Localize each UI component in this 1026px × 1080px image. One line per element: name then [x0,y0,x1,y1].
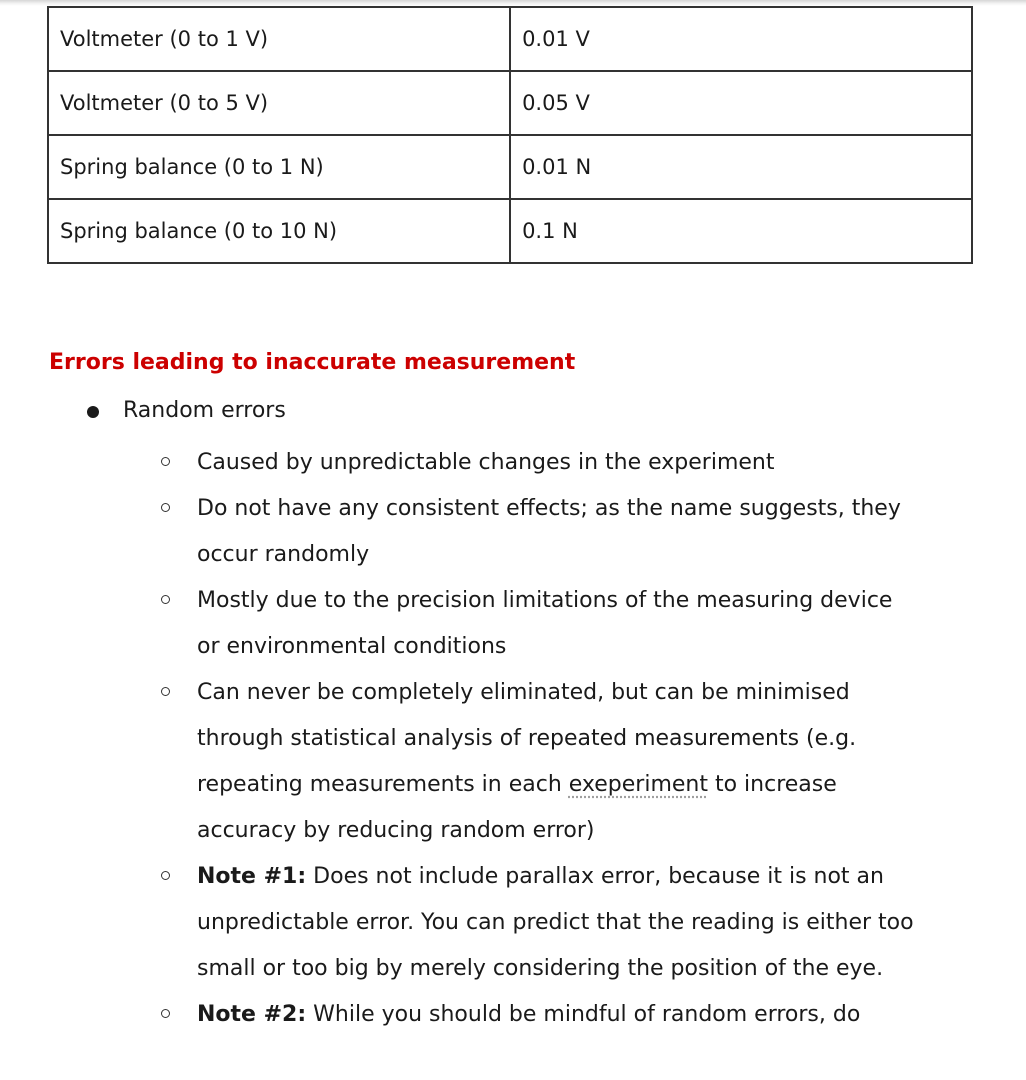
list-item-text-part: to increase accuracy by reducing random error) [197,772,837,843]
precision-cell: 0.05 V [510,71,972,135]
note-label: Note #2: [197,1002,307,1027]
hollow-bullet-icon [161,687,170,696]
hollow-bullet-icon [161,457,170,466]
precision-cell: 0.1 N [510,199,972,263]
instrument-cell: Spring balance (0 to 1 N) [48,135,510,199]
list-item-text: Mostly due to the precision limitations of the measuring device or environmental conditions [197,588,893,659]
list-item-text: Caused by unpredictable changes in the experiment [197,450,775,475]
precision-cell: 0.01 V [510,7,972,71]
list-item-text [197,992,917,1038]
table-row [48,71,972,135]
instrument-cell: Spring balance (0 to 10 N) [48,199,510,263]
instrument-cell: Voltmeter (0 to 1 V) [48,7,510,71]
hollow-bullet-icon [161,503,170,512]
filled-bullet-icon [87,406,99,418]
list-item [0,854,917,992]
precision-cell: 0.01 N [510,135,972,199]
table-row [48,135,972,199]
list-item-text: Do not have any consistent effects; as the name suggests, they occur randomly [197,496,901,567]
hollow-bullet-icon [161,595,170,604]
note-label: Note #1: [197,864,307,889]
list-item-text [197,670,917,854]
section-heading: Errors leading to inaccurate measurement [49,350,576,375]
bullet-label: Random errors [123,398,286,423]
list-item [0,578,917,670]
list-item-text [197,854,917,992]
list-item [0,486,917,578]
random-errors-sublist [0,440,1026,1038]
note-text: While you should be mindful of random errors, do [306,1002,861,1027]
misspelled-word[interactable]: exeperiment [568,772,708,797]
table-row [48,7,972,71]
hollow-bullet-icon [161,871,170,880]
list-item-text-part: Can never be completely eliminated, but can be minimised through statistical analysis of repeated measurements (e.g. repeating measurements in each [197,680,857,797]
list-item [0,992,917,1038]
list-item [0,670,917,854]
instrument-cell: Voltmeter (0 to 5 V) [48,71,510,135]
hollow-bullet-icon [161,1009,170,1018]
list-item [0,440,917,486]
table-row [48,199,972,263]
note-text: Does not include parallax error, because it is not an unpredictable error. You can predict that the reading is either too small or too big by merely considering the position of the eye. [197,864,914,981]
precision-table [47,6,973,264]
